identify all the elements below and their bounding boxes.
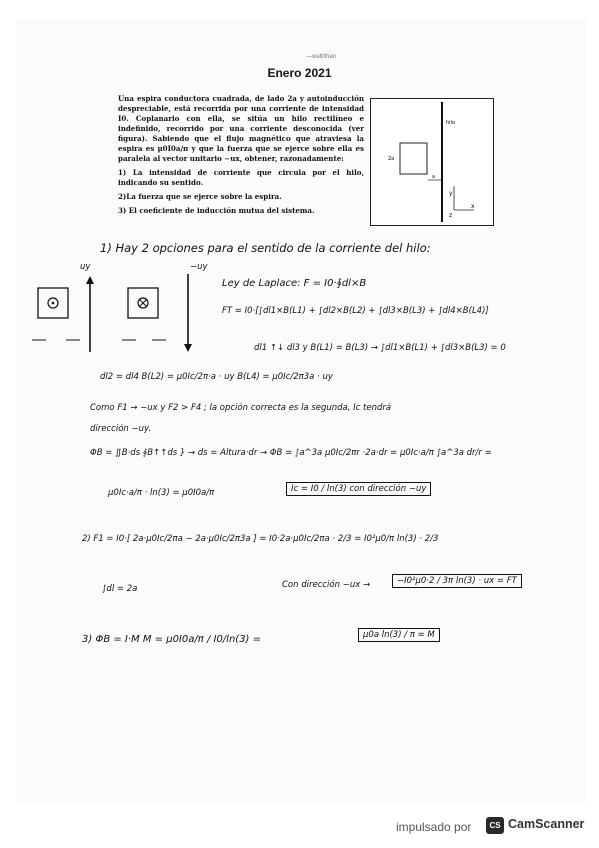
camscanner-logo-icon: CS xyxy=(486,817,504,834)
camscanner-brand xyxy=(486,815,596,837)
total-force: FT = I0·[∫dl1×B(L1) + ∫dl2×B(L2) + ∫dl3×B(L3) + ∫dl4×B(L4)] xyxy=(222,306,489,316)
integral-dl: ∫dl = 2a xyxy=(102,584,138,594)
force-result-box: −I0²μ0·2 / 3π ln(3) · ux = FT xyxy=(392,574,522,588)
sides-1-3: dl1 ↑↓ dl3 y B(L1) = B(L3) → ∫dl1×B(L1) + ∫dl3×B(L3) = 0 xyxy=(254,343,506,353)
wire-label: hilo xyxy=(446,120,456,126)
problem-figure xyxy=(370,98,494,226)
question-1: 1) La intensidad de corriente que circula por el hilo, indicando su sentido. xyxy=(118,168,364,187)
flux-expression: μ0I0a/π xyxy=(157,144,189,153)
current-result-box: Ic = I0 / ln(3) con dirección −uy xyxy=(286,482,431,496)
flux-line: ΦB = ∬B·ds ∮B↑↑ds } → ds = Altura·dr → ΦB = ∫a^3a μ0Ic/2πr ·2a·dr = μ0Ic·a/π ∫a^3a dr/r = xyxy=(90,448,492,458)
mutual-result-box: μ0a ln(3) / π = M xyxy=(358,628,440,642)
camscanner-name: CamScanner xyxy=(508,817,585,831)
force-direction: Con dirección −ux → xyxy=(282,580,371,590)
direction-line: dirección −uy. xyxy=(90,424,152,434)
page-title: Enero 2021 xyxy=(267,66,332,80)
reasoning-line: Como F1 → −ux y F2 > F4 ; la opción correcta es la segunda, Ic tendrá xyxy=(90,403,392,413)
mutual-line: 3) ΦB = I·M M = μ0I0a/π / I0/ln(3) = xyxy=(82,634,262,645)
question-2: 2)La fuerza que se ejerce sobre la espira. xyxy=(118,192,282,201)
powered-by-text: impulsado por xyxy=(396,820,472,834)
question-3: 3) El coeficiente de inducción mutua del sistema. xyxy=(118,206,315,215)
force-line: 2) F1 = I0·[ 2a·μ0Ic/2πa − 2a·μ0Ic/2π3a ] = I0·2a·μ0Ic/2πa · 2/3 = I0²μ0/π ln(3) · 2/3 xyxy=(82,534,439,544)
statement-text: Una espira conductora cuadrada, de lado 2a y autoinducción despreciable, está recorrida por una corriente de intensidad I0. Coplanario con ella, se sitúa un hilo rectilíneo e indefinido, recorrido por una corriente desconocida (ver figura). Sabiendo que el flujo magnético que atraviesa la espira es xyxy=(118,94,364,153)
solution-line-1: 1) Hay 2 opciones para el sentido de la corriente del hilo: xyxy=(100,241,431,255)
label-minus-uy: −uy xyxy=(190,262,208,272)
label-uy: uy xyxy=(80,262,91,272)
statement-text-2: y que la fuerza que se ejerce sobre ella es paralela al vector unitario −ux, obtener, razonadamente: xyxy=(118,144,364,163)
axis-z-label: z xyxy=(449,212,453,219)
side-label: 2a xyxy=(388,156,395,162)
sides-2-4: dl2 = dl4 B(L2) = μ0Ic/2π·a · uy B(L4) = μ0Ic/2π3a · uy xyxy=(100,372,333,382)
axis-x-label: x xyxy=(471,203,475,210)
loop-sketches xyxy=(26,262,206,364)
problem-statement xyxy=(118,94,364,219)
laplace-law: Ley de Laplace: F = I0·∮dl×B xyxy=(222,278,367,289)
flux-result: μ0Ic·a/π · ln(3) = μ0I0a/π xyxy=(108,488,215,498)
page-stamp: —walt/than xyxy=(306,54,337,60)
axis-y-label: y xyxy=(449,190,453,197)
distance-label: a xyxy=(432,174,436,180)
